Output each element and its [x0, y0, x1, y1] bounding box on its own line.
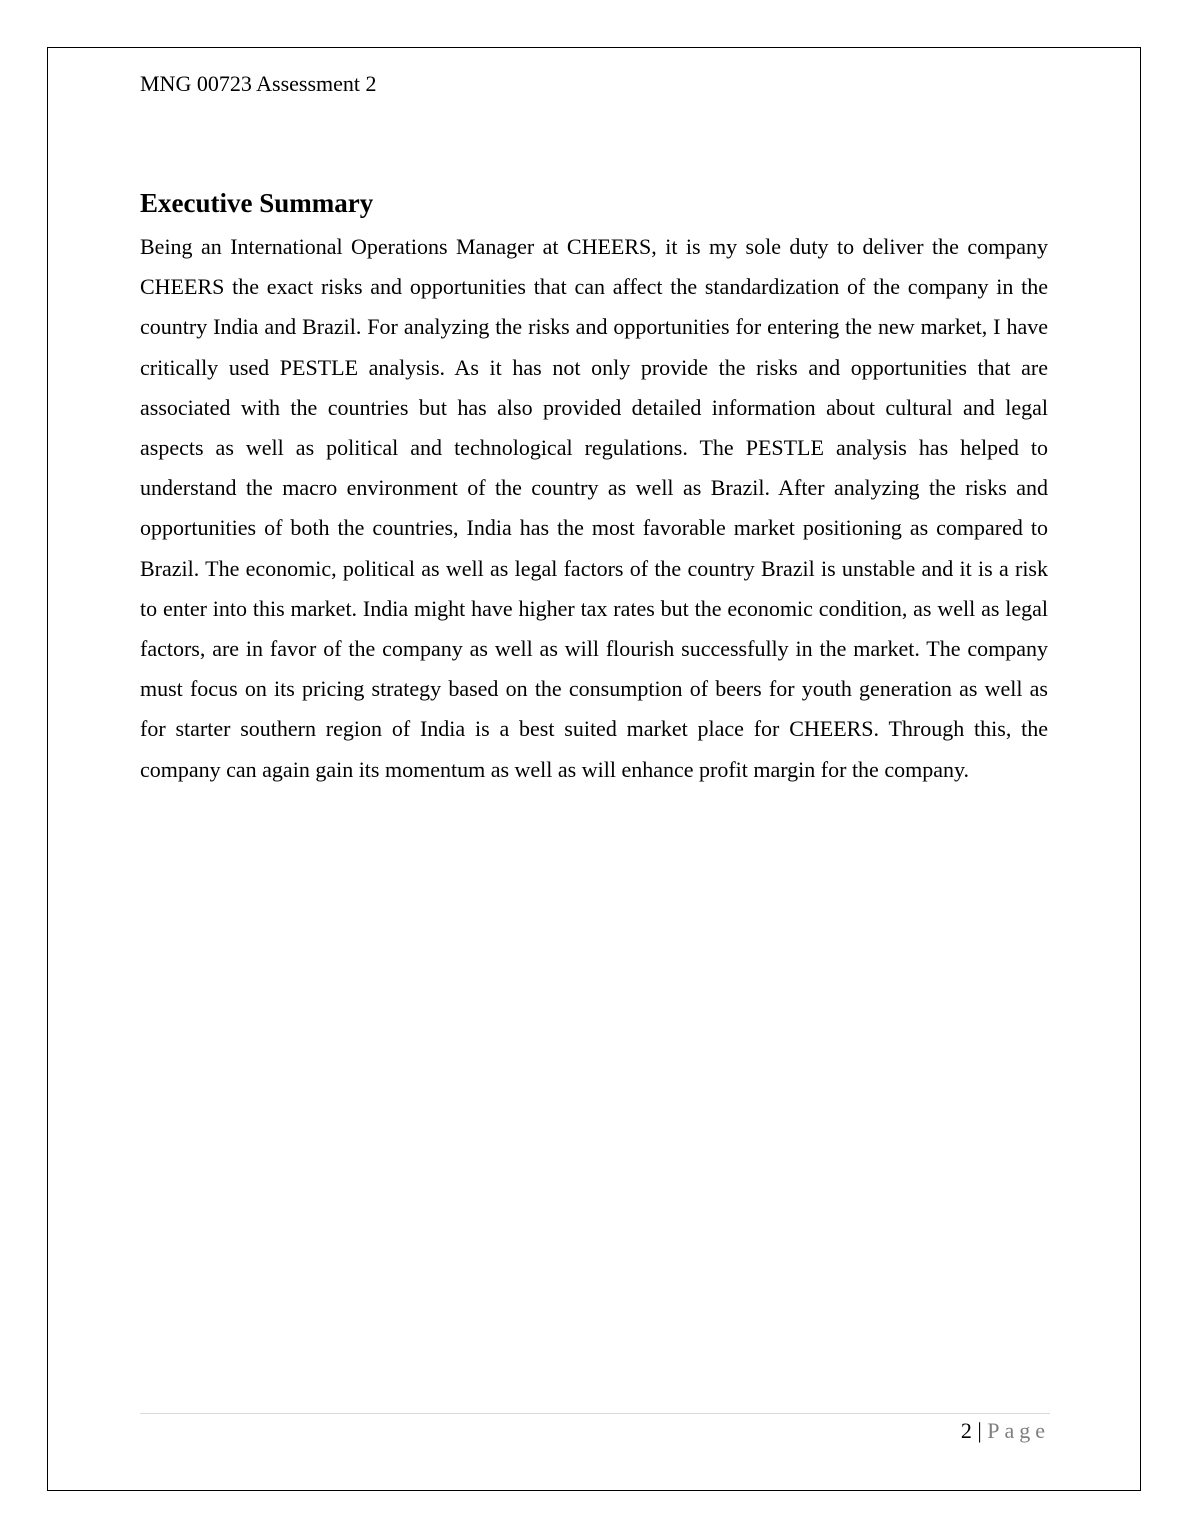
footer-separator: |	[977, 1418, 982, 1443]
page-footer	[961, 1417, 1050, 1445]
page-label: Page	[987, 1418, 1050, 1443]
page-number: 2	[960, 1418, 972, 1443]
document-header: MNG 00723 Assessment 2	[140, 71, 377, 96]
section-body-paragraph: Being an International Operations Manager at CHEERS, it is my sole duty to deliver the company CHEERS the exact risks and opportunities that can affect the standardization of the company in the country India and Brazil. For analyzing the risks and opportunities for entering the new market, I have critically used PESTLE analysis. As it has not only provide the risks and opportunities that are associated with the countries but has also provided detailed information about cultural and legal aspects as well as political and technological regulations. The PESTLE analysis has helped to understand the macro environment of the country as well as Brazil. After analyzing the risks and opportunities of both the countries, India has the most favorable market positioning as compared to Brazil. The economic, political as well as legal factors of the country Brazil is unstable and it is a risk to enter into this market. India might have higher tax rates but the economic condition, as well as legal factors, are in favor of the company as well as will flourish successfully in the market. The company must focus on its pricing strategy based on the consumption of beers for youth generation as well as for starter southern region of India is a best suited market place for CHEERS. Through this, the company can again gain its momentum as well as will enhance profit margin for the company.	[140, 234, 1048, 782]
section-heading: Executive Summary	[140, 188, 374, 218]
footer-divider	[140, 1413, 1050, 1414]
